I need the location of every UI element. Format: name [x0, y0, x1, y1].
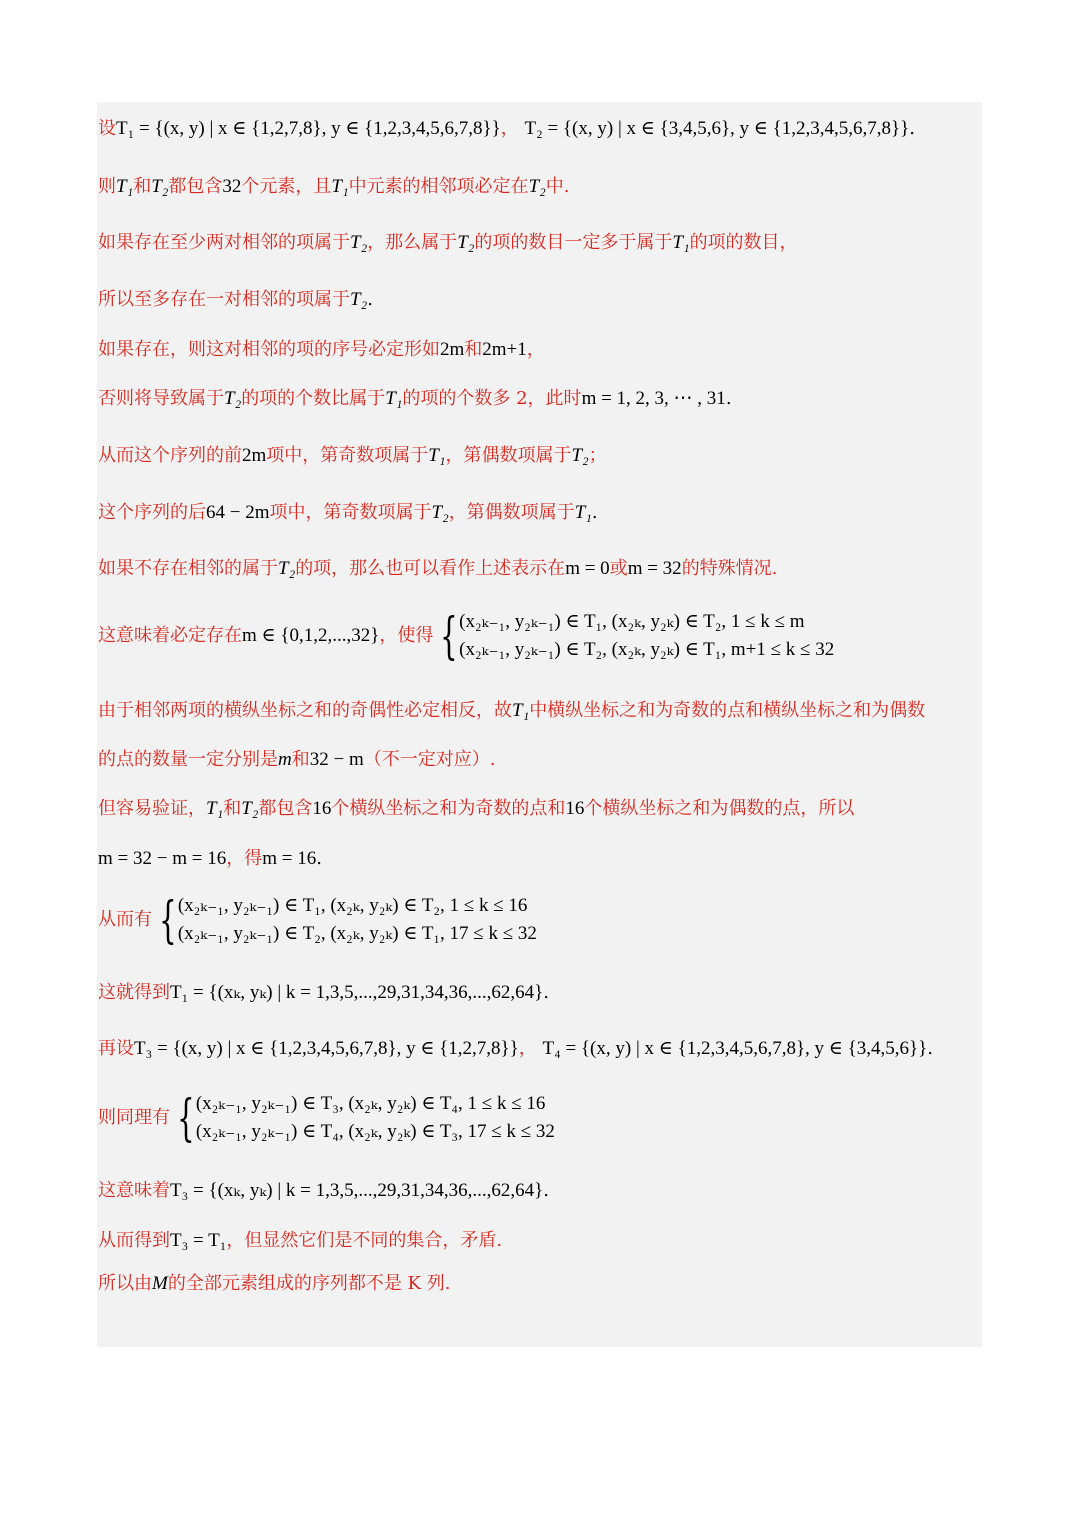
text: 的特殊情况.: [681, 558, 778, 579]
sym-t1: T₁: [574, 502, 592, 523]
math: 64 − 2m: [206, 502, 270, 523]
equation-system: [459, 608, 834, 664]
line-16: [98, 982, 549, 1005]
line-define-t1-t2: [98, 118, 915, 141]
text: 和: [133, 176, 152, 197]
line-7: [98, 445, 607, 468]
line-5: [98, 339, 545, 362]
sym-t2: T₂: [431, 502, 449, 523]
sym-t1: T₁: [331, 176, 349, 197]
line-20: [98, 1230, 502, 1253]
text: 中横纵坐标之和为奇数的点和横纵坐标之和为偶数: [529, 700, 926, 721]
text: 如果存在，则这对相邻的项的序号必定形如: [98, 339, 440, 360]
text: 从而有: [98, 909, 152, 930]
math: m = 0: [565, 558, 610, 579]
math: T₁ = {(xₖ, yₖ) | k = 1,3,5,...,29,31,34,36,...,62,64}: [170, 982, 544, 1003]
math: M: [152, 1273, 168, 1294]
left-brace: {: [177, 1089, 195, 1147]
sym-t1: T₁: [512, 700, 530, 721]
text: ，第偶数项属于: [448, 502, 575, 523]
line-19: [98, 1180, 549, 1203]
sym-t2: T₂: [457, 232, 475, 253]
text: 的项的数目，: [689, 232, 798, 253]
sym-t2: T₂: [278, 558, 296, 579]
text: 个横纵坐标之和为偶数的点，所以: [584, 798, 855, 819]
text: 如果存在至少两对相邻的项属于: [98, 232, 350, 253]
line-8: [98, 502, 598, 525]
text: 由于相邻两项的横纵坐标之和的奇偶性必定相反，故: [98, 700, 512, 721]
math: 32 − m: [309, 749, 364, 770]
text: 这意味着: [98, 1180, 170, 1201]
text: ，得: [226, 848, 263, 869]
num: 16: [565, 798, 585, 819]
text: 项中，第奇数项属于: [269, 502, 432, 523]
equation-row: (x₂ₖ₋₁, y₂ₖ₋₁) ∈ T₁, (x₂ₖ, y₂ₖ) ∈ T₂, 1 ≤ k ≤ 16: [177, 895, 528, 916]
text: 和: [223, 798, 242, 819]
set-t2: T₂ = {(x, y) | x ∈ {3,4,5,6}, y ∈ {1,2,3,4,5,6,7,8}}: [524, 118, 910, 139]
text: 但容易验证，: [98, 798, 206, 819]
line-13: [98, 798, 854, 821]
sym-t2: T₂: [151, 176, 169, 197]
math: T₃ = {(xₖ, yₖ) | k = 1,3,5,...,29,31,34,36,...,62,64}: [170, 1180, 544, 1201]
text: 这个序列的后: [98, 502, 206, 523]
math: 2m: [440, 339, 465, 360]
text: 中元素的相邻项必定在: [348, 176, 529, 197]
text: ，但显然它们是不同的集合，矛盾.: [226, 1230, 503, 1251]
text: （不一定对应）.: [363, 749, 496, 770]
equation-system: [178, 892, 537, 948]
line-15-system: [98, 892, 537, 948]
text: 从而得到: [98, 1230, 170, 1251]
math: m = 1, 2, 3, ⋯ , 31: [581, 388, 726, 409]
set-t1: T₁ = {(x, y) | x ∈ {1,2,7,8}, y ∈ {1,2,3,4,5,6,7,8}}: [116, 118, 501, 139]
math: 2m: [242, 445, 267, 466]
line-4: [98, 289, 373, 312]
text: 如果不存在相邻的属于: [98, 558, 278, 579]
text: .: [367, 289, 373, 310]
line-3: [98, 232, 798, 255]
equation-row: (x₂ₖ₋₁, y₂ₖ₋₁) ∈ T₃, (x₂ₖ, y₂ₖ) ∈ T₄, 1 ≤ k ≤ 16: [195, 1093, 546, 1114]
line-2: [98, 176, 569, 199]
text: 这意味着必定存在: [98, 625, 242, 646]
text: 个元素，且: [241, 176, 332, 197]
text: 的项的数目一定多于属于: [474, 232, 673, 253]
text: 所以由: [98, 1273, 152, 1294]
text: 和: [464, 339, 483, 360]
text: 从而这个序列的前: [98, 445, 242, 466]
line-6: [98, 388, 732, 411]
text: .: [543, 982, 549, 1003]
text: 的项的个数多 2，此时: [402, 388, 582, 409]
equation-row: (x₂ₖ₋₁, y₂ₖ₋₁) ∈ T₂, (x₂ₖ, y₂ₖ) ∈ T₁, 17 ≤ k ≤ 32: [177, 923, 537, 944]
text: ，那么属于: [367, 232, 458, 253]
sym-t2: T₂: [350, 232, 368, 253]
set-t3: T₃ = {(x, y) | x ∈ {1,2,3,4,5,6,7,8}, y ∈ {1,2,7,8}}: [134, 1038, 519, 1059]
text: 个横纵坐标之和为奇数的点和: [331, 798, 566, 819]
text: 都包含: [258, 798, 313, 819]
text: .: [316, 848, 322, 869]
sym-t1: T₁: [385, 388, 403, 409]
sym-t2: T₂: [571, 445, 589, 466]
text: 都包含: [168, 176, 223, 197]
text: 否则将导致属于: [98, 388, 224, 409]
math: m = 32 − m = 16: [98, 848, 227, 869]
text: ，使得: [379, 625, 434, 646]
text: 所以至多存在一对相邻的项属于: [98, 289, 350, 310]
text: .: [909, 118, 915, 139]
line-9: [98, 558, 777, 581]
text: 这就得到: [98, 982, 170, 1003]
sym-t2: T₂: [224, 388, 242, 409]
math: 2m+1: [482, 339, 527, 360]
num: 16: [312, 798, 332, 819]
text: 的点的数量一定分别是: [98, 749, 278, 770]
math: m ∈ {0,1,2,...,32}: [242, 625, 380, 646]
sym-t2: T₂: [350, 289, 368, 310]
line-17: [98, 1038, 933, 1061]
left-brace: {: [440, 607, 458, 665]
line-10-system: [98, 608, 834, 664]
sym-t2: T₂: [241, 798, 259, 819]
line-12: [98, 749, 495, 772]
text: .: [591, 502, 598, 523]
num: 32: [222, 176, 242, 197]
text: 则同理有: [98, 1107, 170, 1128]
text: 的项的个数比属于: [241, 388, 386, 409]
text: 和: [291, 749, 310, 770]
text: 设: [98, 118, 116, 139]
sym-t1: T₁: [116, 176, 134, 197]
line-11: [98, 700, 925, 723]
text: ，: [518, 1038, 537, 1059]
equation-system: [196, 1090, 555, 1146]
text: .: [725, 388, 732, 409]
line-18-system: [98, 1090, 555, 1146]
equation-row: (x₂ₖ₋₁, y₂ₖ₋₁) ∈ T₁, (x₂ₖ, y₂ₖ) ∈ T₂, 1 ≤ k ≤ m: [459, 611, 805, 632]
math: m = 32: [627, 558, 682, 579]
text: ，第偶数项属于: [445, 445, 572, 466]
left-brace: {: [159, 891, 177, 949]
text: 再设: [98, 1038, 134, 1059]
line-14: [98, 848, 322, 871]
sym-t2: T₂: [528, 176, 546, 197]
math: m = 16: [262, 848, 317, 869]
sym-t1: T₁: [428, 445, 446, 466]
text: ，: [526, 339, 545, 360]
text: 的项，那么也可以看作上述表示在: [295, 558, 566, 579]
text: .: [927, 1038, 933, 1059]
text: 或: [609, 558, 628, 579]
text: 中.: [545, 176, 570, 197]
text: 的全部元素组成的序列都不是 K 列.: [167, 1273, 451, 1294]
equation-row: (x₂ₖ₋₁, y₂ₖ₋₁) ∈ T₄, (x₂ₖ, y₂ₖ) ∈ T₃, 17 ≤ k ≤ 32: [195, 1121, 555, 1142]
line-21: [98, 1273, 450, 1296]
text: ，: [500, 118, 519, 139]
math: T₃ = T₁: [170, 1230, 227, 1251]
math: m: [278, 749, 292, 770]
text: 则: [98, 176, 116, 197]
text: 项中，第奇数项属于: [266, 445, 429, 466]
sym-t1: T₁: [206, 798, 224, 819]
sym-t1: T₁: [672, 232, 690, 253]
set-t4: T₄ = {(x, y) | x ∈ {1,2,3,4,5,6,7,8}, y ∈ {3,4,5,6}}: [542, 1038, 928, 1059]
text: .: [543, 1180, 549, 1201]
equation-row: (x₂ₖ₋₁, y₂ₖ₋₁) ∈ T₂, (x₂ₖ, y₂ₖ) ∈ T₁, m+1 ≤ k ≤ 32: [459, 639, 835, 660]
text: ；: [588, 445, 607, 466]
